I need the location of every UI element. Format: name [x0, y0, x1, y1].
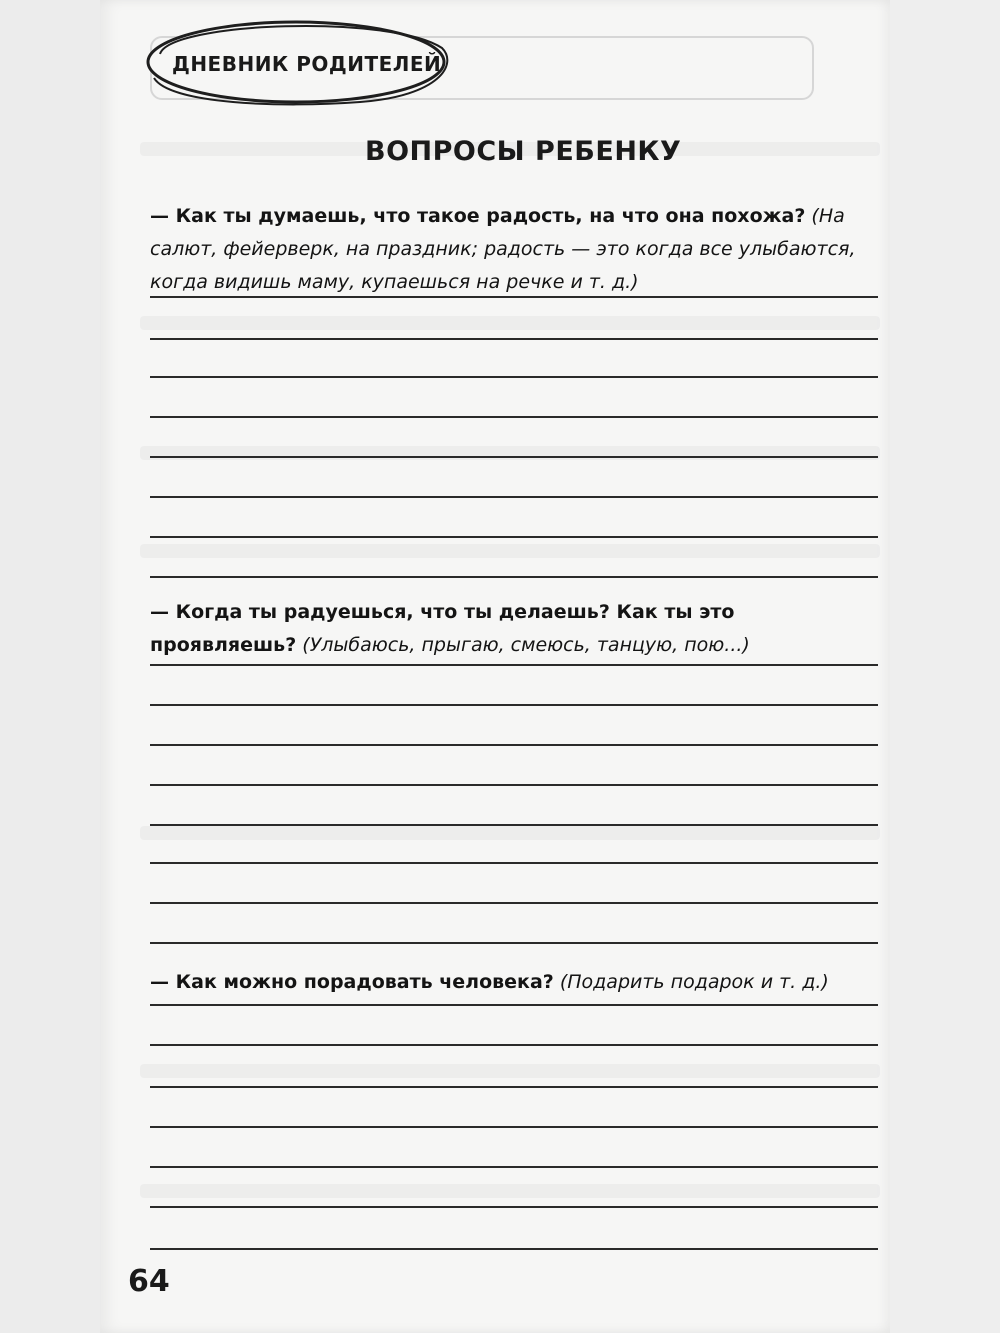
writing-line — [150, 416, 878, 418]
answer-hint: (Улыбаюсь, прыгаю, смеюсь, танцую, пою...) — [302, 634, 750, 656]
writing-line — [150, 942, 878, 944]
question-1 — [150, 200, 880, 299]
writing-line — [150, 824, 878, 826]
writing-line — [150, 576, 878, 578]
writing-line — [150, 862, 878, 864]
writing-line — [150, 1248, 878, 1250]
left-page-margin — [0, 0, 100, 1333]
parents-diary-label: ДНЕВНИК РОДИТЕЛЕЙ — [172, 52, 442, 76]
question-text: — Когда ты радуешься, что ты делаешь? Как ты это проявляешь? — [150, 601, 735, 656]
writing-line — [150, 1004, 878, 1006]
writing-line — [150, 744, 878, 746]
writing-line — [150, 664, 878, 666]
writing-line — [150, 902, 878, 904]
writing-line — [150, 1086, 878, 1088]
writing-line — [150, 536, 878, 538]
writing-line — [150, 704, 878, 706]
answer-hint: (На салют, фейерверк, на праздник; радость — это когда все улыбаются, когда видишь маму, купаешься на речке и т. д.) — [150, 205, 856, 293]
writing-line — [150, 338, 878, 340]
page-number: 64 — [128, 1264, 170, 1299]
question-3 — [150, 966, 880, 999]
page-title: ВОПРОСЫ РЕБЕНКУ — [365, 136, 682, 167]
writing-line — [150, 376, 878, 378]
question-text: — Как ты думаешь, что такое радость, на что она похожа? — [150, 205, 806, 227]
answer-hint: (Подарить подарок и т. д.) — [559, 971, 829, 993]
writing-line — [150, 296, 878, 298]
bleed-through-text — [140, 826, 880, 840]
writing-line — [150, 1126, 878, 1128]
bleed-through-text — [140, 316, 880, 330]
question-text: — Как можно порадовать человека? — [150, 971, 554, 993]
writing-line — [150, 1044, 878, 1046]
question-2 — [150, 596, 880, 662]
writing-line — [150, 496, 878, 498]
bleed-through-text — [140, 1184, 880, 1198]
writing-line — [150, 1206, 878, 1208]
writing-line — [150, 784, 878, 786]
writing-line — [150, 456, 878, 458]
bleed-through-text — [140, 544, 880, 558]
bleed-through-text — [140, 1064, 880, 1078]
writing-line — [150, 1166, 878, 1168]
